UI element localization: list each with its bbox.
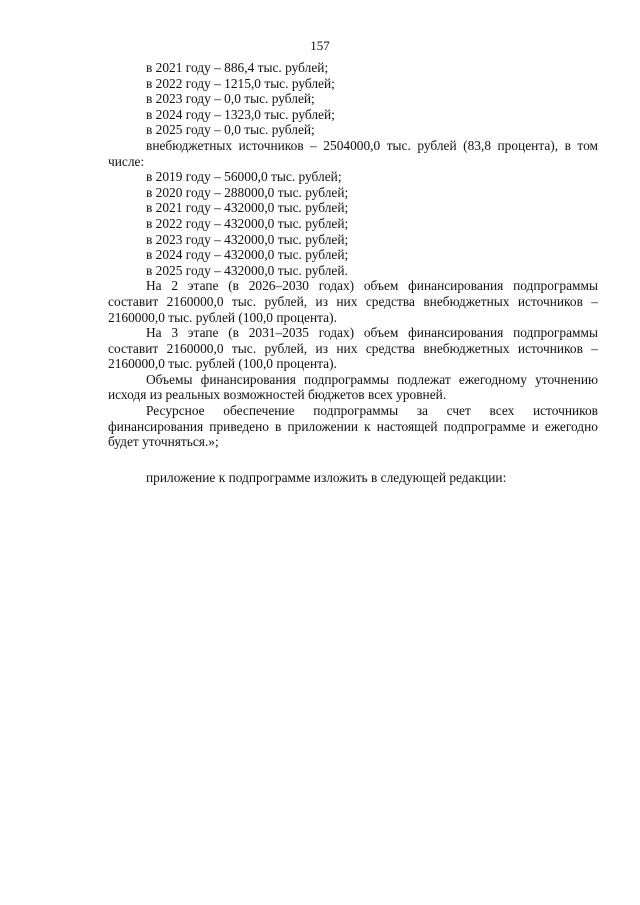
funding-line-2021: в 2021 году – 886,4 тыс. рублей; xyxy=(146,60,329,75)
extrabudgetary-sources-paragraph: внебюджетных источников – 2504000,0 тыс. рублей (83,8 процента), в том числе: xyxy=(108,137,598,169)
page-number: 157 xyxy=(310,38,330,53)
funding-line-2023: в 2023 году – 0,0 тыс. рублей; xyxy=(146,91,315,107)
appendix-instruction: приложение к подпрограмме изложить в следующей редакции: xyxy=(146,469,507,485)
funding-line-2025: в 2025 году – 0,0 тыс. рублей; xyxy=(146,122,315,138)
paragraph-gap xyxy=(108,450,598,470)
extrabudgetary-line-2024: в 2024 году – 432000,0 тыс. рублей; xyxy=(146,247,349,263)
extrabudgetary-line-2025: в 2025 году – 432000,0 тыс. рублей. xyxy=(146,262,348,278)
extrabudgetary-line-2022: в 2022 году – 432000,0 тыс. рублей; xyxy=(146,215,349,231)
extrabudgetary-line-2020: в 2020 году – 288000,0 тыс. рублей; xyxy=(146,184,349,200)
funding-line-2024: в 2024 году – 1323,0 тыс. рублей; xyxy=(146,106,335,122)
document-body xyxy=(108,60,598,485)
extrabudgetary-line-2023: в 2023 году – 432000,0 тыс. рублей; xyxy=(146,231,349,247)
funding-volumes-paragraph: Объемы финансирования подпрограммы подлежат ежегодному уточнению исходя из реальных возможностей бюджетов всех уровней. xyxy=(108,371,598,403)
stage-2-paragraph: На 2 этапе (в 2026–2030 годах) объем финансирования подпрограммы составит 2160000,0 тыс. рублей, из них средства внебюджетных источников – 2160000,0 тыс. рублей (100,0 процента). xyxy=(108,278,598,325)
stage-3-paragraph: На 3 этапе (в 2031–2035 годах) объем финансирования подпрограммы составит 2160000,0 тыс. рублей, из них средства внебюджетных источников – 2160000,0 тыс. рублей (100,0 процента). xyxy=(108,325,598,372)
funding-line-2022: в 2022 году – 1215,0 тыс. рублей; xyxy=(146,75,335,91)
resource-provision-paragraph: Ресурсное обеспечение подпрограммы за счет всех источников финансирования приведено в приложении к настоящей подпрограмме и ежегодно будет уточняться.»; xyxy=(108,403,598,450)
extrabudgetary-line-2019: в 2019 году – 56000,0 тыс. рублей; xyxy=(146,169,342,185)
extrabudgetary-line-2021: в 2021 году – 432000,0 тыс. рублей; xyxy=(146,200,349,216)
